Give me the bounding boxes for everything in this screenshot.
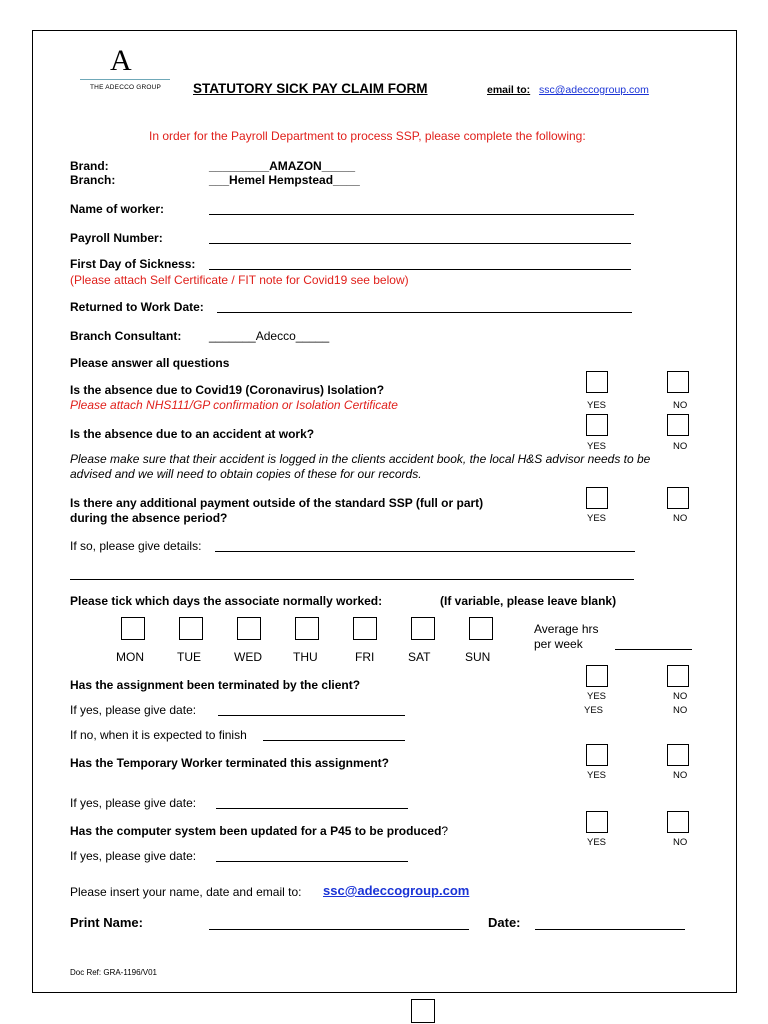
finish-expected-label: If no, when it is expected to finish — [70, 728, 247, 742]
branch-label: Branch: — [70, 173, 116, 187]
day-label-thu: THU — [293, 650, 318, 664]
p45-no-checkbox[interactable] — [667, 811, 689, 833]
worker-name-field[interactable] — [209, 214, 634, 215]
terminated-client-no-label: NO — [673, 691, 688, 702]
terminated-worker-date-field[interactable] — [216, 808, 408, 809]
date-field[interactable] — [535, 929, 685, 930]
terminated-client-yes-checkbox[interactable] — [586, 665, 608, 687]
returned-label: Returned to Work Date: — [70, 300, 204, 314]
accident-question: Is the absence due to an accident at work? — [70, 427, 315, 441]
first-day-label: First Day of Sickness: — [70, 257, 196, 271]
additional-payment-question-line-1: Is there any additional payment outside of the standard SSP (full or part) — [70, 496, 484, 510]
consultant-label: Branch Consultant: — [70, 329, 182, 343]
accident-note-line-1: Please make sure that their accident is logged in the clients accident book, the local H&S advisor needs to be — [70, 452, 651, 466]
header-email-link[interactable]: ssc@adeccogroup.com — [539, 84, 649, 96]
day-label-mon: MON — [116, 650, 144, 664]
print-name-label: Print Name: — [70, 915, 143, 930]
p45-date-label: If yes, please give date: — [70, 849, 197, 863]
accident-yes-label: YES — [587, 441, 607, 452]
additional-yes-checkbox[interactable] — [586, 487, 608, 509]
covid-yes-label: YES — [587, 400, 607, 411]
additional-payment-question-line-2: during the absence period? — [70, 511, 228, 525]
day-checkbox-sun[interactable] — [469, 617, 493, 640]
p45-date-field[interactable] — [216, 861, 408, 862]
p45-question-mark: ? — [441, 824, 449, 838]
day-label-wed: WED — [234, 650, 262, 664]
brand-label: Brand: — [70, 159, 109, 173]
day-checkbox-sat[interactable] — [411, 617, 435, 640]
p45-yes-checkbox[interactable] — [586, 811, 608, 833]
terminated-worker-yes-checkbox[interactable] — [586, 744, 608, 766]
print-name-field[interactable] — [209, 929, 469, 930]
returned-field[interactable] — [217, 312, 632, 313]
answer-all-text: Please answer all questions — [70, 356, 230, 370]
accident-no-label: NO — [673, 441, 688, 452]
accident-yes-checkbox[interactable] — [586, 414, 608, 436]
covid-no-checkbox[interactable] — [667, 371, 689, 393]
terminated-client-no-checkbox[interactable] — [667, 665, 689, 687]
terminated-client-yes-label: YES — [587, 691, 607, 702]
details-field-line-1[interactable] — [215, 551, 635, 552]
tick-days-note: (If variable, please leave blank) — [440, 594, 617, 608]
logo-company: THE ADECCO GROUP — [90, 84, 162, 91]
terminated-worker-no-checkbox[interactable] — [667, 744, 689, 766]
day-label-tue: TUE — [177, 650, 201, 664]
page-corner-box — [411, 999, 435, 1023]
insert-details-text: Please insert your name, date and email to: — [70, 885, 302, 899]
accident-no-checkbox[interactable] — [667, 414, 689, 436]
covid-note: Please attach NHS111/GP confirmation or Isolation Certificate — [70, 398, 398, 412]
form-title: STATUTORY SICK PAY CLAIM FORM — [193, 81, 428, 96]
terminated-client-date-field[interactable] — [218, 715, 405, 716]
first-day-note: (Please attach Self Certificate / FIT note for Covid19 see below) — [70, 273, 409, 287]
avg-hrs-label-line-1: Average hrs — [534, 622, 599, 636]
additional-no-label: NO — [673, 513, 688, 524]
additional-no-checkbox[interactable] — [667, 487, 689, 509]
day-label-sun: SUN — [465, 650, 491, 664]
terminated-worker-no-label: NO — [673, 770, 688, 781]
p45-yes-label: YES — [587, 837, 607, 848]
avg-hrs-label-line-2: per week — [534, 637, 583, 651]
p45-no-label: NO — [673, 837, 688, 848]
p45-question — [70, 824, 448, 838]
day-checkbox-fri[interactable] — [353, 617, 377, 640]
brand-value: _________AMAZON_____ — [209, 159, 356, 173]
covid-yes-checkbox[interactable] — [586, 371, 608, 393]
email-label: email to: — [487, 84, 531, 96]
terminated-client-no-label-2: NO — [673, 705, 688, 716]
payroll-field[interactable] — [209, 243, 631, 244]
date-label: Date: — [488, 915, 521, 930]
first-day-field[interactable] — [209, 269, 631, 270]
day-label-fri: FRI — [355, 650, 375, 664]
intro-text: In order for the Payroll Department to process SSP, please complete the following: — [149, 129, 586, 143]
day-checkbox-thu[interactable] — [295, 617, 319, 640]
tick-days-label: Please tick which days the associate normally worked: — [70, 594, 383, 608]
terminated-worker-yes-label: YES — [587, 770, 607, 781]
terminated-client-yes-label-2: YES — [584, 705, 604, 716]
worker-name-label: Name of worker: — [70, 202, 165, 216]
details-field-line-2[interactable] — [70, 579, 634, 580]
details-label: If so, please give details: — [70, 539, 202, 553]
day-checkbox-wed[interactable] — [237, 617, 261, 640]
day-checkbox-mon[interactable] — [121, 617, 145, 640]
terminated-client-date-label: If yes, please give date: — [70, 703, 197, 717]
terminated-worker-date-label: If yes, please give date: — [70, 796, 197, 810]
logo-mark: A — [110, 44, 132, 77]
consultant-value: _______Adecco_____ — [209, 329, 330, 343]
payroll-label: Payroll Number: — [70, 231, 163, 245]
day-checkbox-tue[interactable] — [179, 617, 203, 640]
doc-ref: Doc Ref: GRA-1196/V01 — [70, 968, 158, 977]
covid-no-label: NO — [673, 400, 688, 411]
branch-value: ___Hemel Hempstead____ — [209, 173, 360, 187]
finish-expected-field[interactable] — [263, 740, 405, 741]
additional-yes-label: YES — [587, 513, 607, 524]
avg-hrs-field[interactable] — [615, 649, 692, 650]
day-label-sat: SAT — [408, 650, 431, 664]
logo-rule — [80, 79, 170, 80]
accident-note-line-2: advised and we will need to obtain copies of these for our records. — [70, 467, 422, 481]
terminated-client-question: Has the assignment been terminated by the client? — [70, 678, 361, 692]
p45-question-text: Has the computer system been updated for a P45 to be produced — [70, 824, 442, 838]
footer-email-link[interactable]: ssc@adeccogroup.com — [323, 883, 470, 898]
covid-question: Is the absence due to Covid19 (Coronavirus) Isolation? — [70, 383, 385, 397]
terminated-worker-question: Has the Temporary Worker terminated this assignment? — [70, 756, 389, 770]
